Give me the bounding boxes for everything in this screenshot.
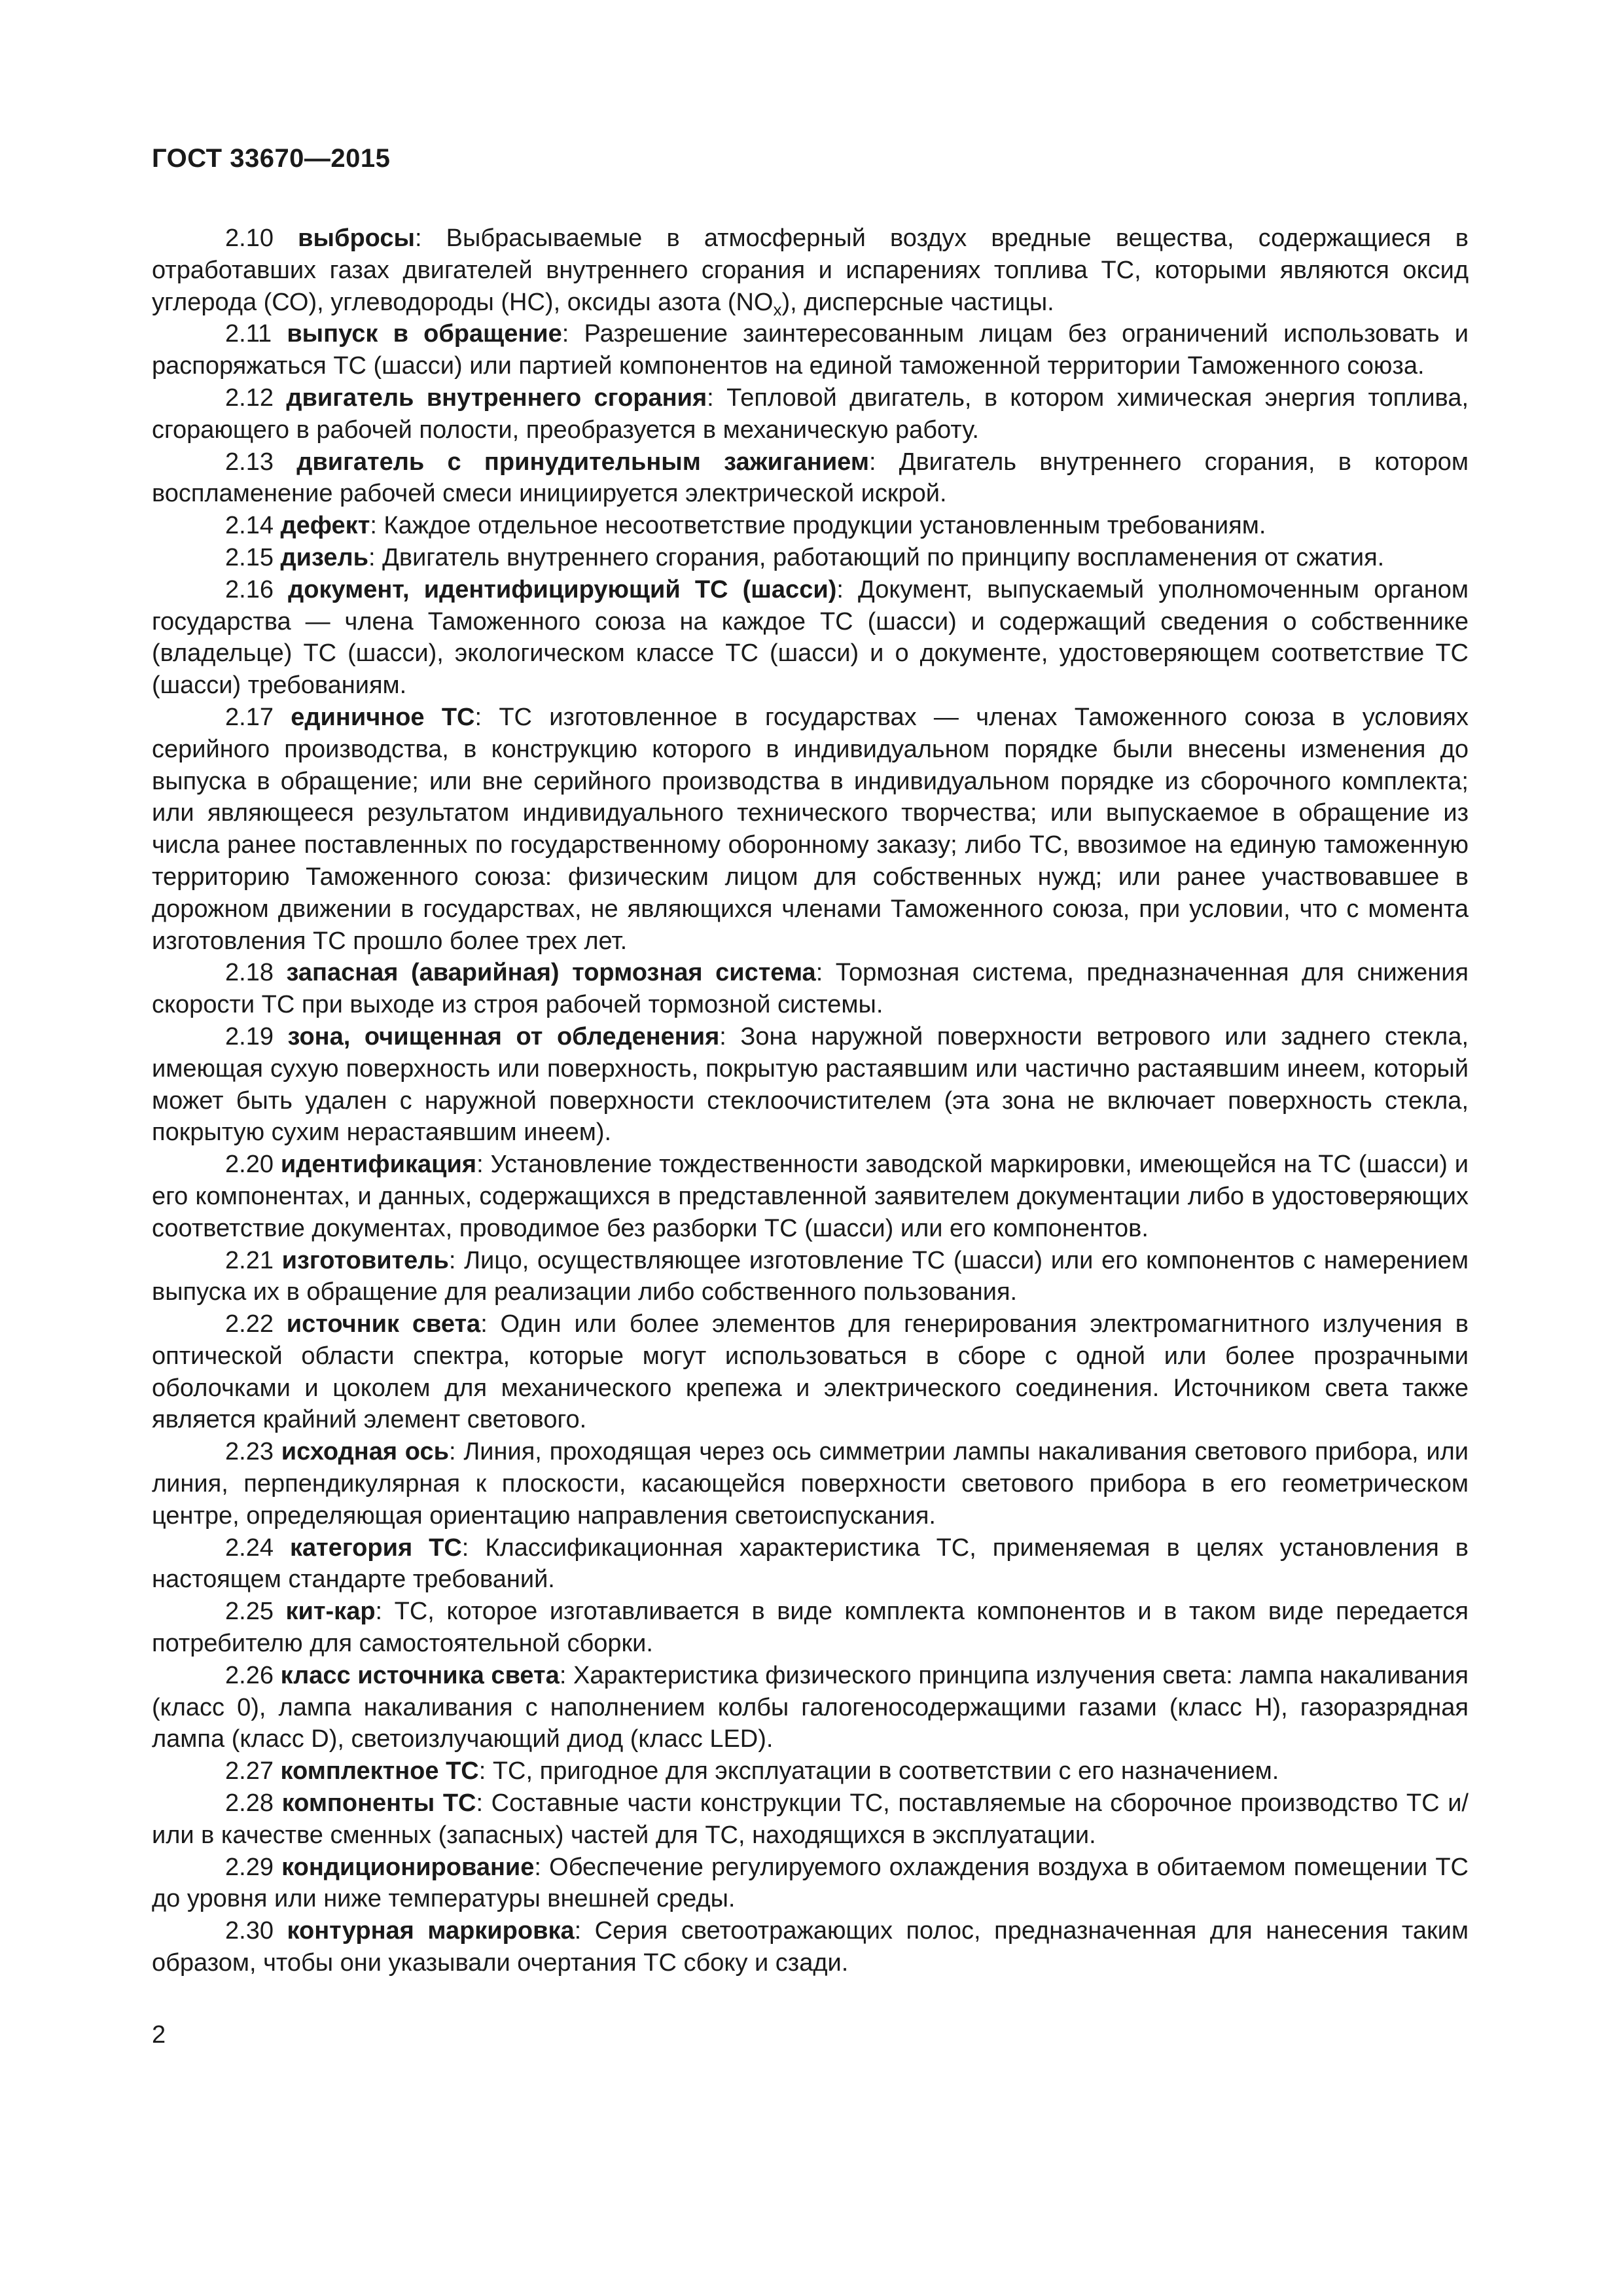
term-definition: : ТС, которое изготавливается в виде комплекта компонентов и в таком виде передается потребителю для самостоятельной сборки. — [152, 1598, 1469, 1658]
term-entry — [152, 702, 1469, 957]
term-entry — [152, 1308, 1469, 1436]
term-name: комплектное ТС — [280, 1757, 479, 1785]
term-number: 2.29 — [225, 1853, 274, 1881]
term-entry — [152, 1915, 1469, 1979]
term-number: 2.23 — [225, 1438, 274, 1466]
term-name: изготовитель — [281, 1246, 449, 1274]
term-number: 2.25 — [225, 1598, 274, 1626]
term-entry — [152, 1755, 1469, 1787]
term-entry — [152, 510, 1469, 542]
terms-list — [152, 223, 1469, 1979]
term-number: 2.22 — [225, 1310, 274, 1338]
term-entry — [152, 1149, 1469, 1244]
term-definition: : Зона наружной поверхности ветрового или заднего стекла, имеющая сухую поверхность или поверхность, покрытую растаявшим или частично растаявшим инеем, который может быть удален с наружной поверхности стеклоочистителем (эта зона не включает поверхность стекла, покрытую сухим нерастаявшим инеем). — [152, 1022, 1469, 1147]
term-definition-end: ), дисперсные частицы. — [781, 288, 1054, 316]
term-definition: : Каждое отдельное несоответствие продукции установленным требованиям. — [370, 512, 1266, 540]
term-name: контурная маркировка — [287, 1917, 575, 1945]
term-definition: : ТС, пригодное для эксплуатации в соответствии с его назначением. — [478, 1757, 1279, 1785]
term-number: 2.26 — [225, 1661, 274, 1689]
term-name: дефект — [280, 512, 370, 540]
term-number: 2.12 — [225, 384, 274, 412]
term-entry — [152, 957, 1469, 1021]
term-definition: : ТС изготовленное в государствах — членах Таможенного союза в условиях серийного производства, в конструкцию которого в индивидуальном порядке были внесены изменения до выпуска в обращение; или вне серийного производства в индивидуальном порядке из сборочного комплекта; или являющееся результатом индивидуального технического творчества; или выпускаемое в обращение из числа ранее поставленных по государственному оборонному заказу; либо ТС, ввозимое на единую таможенную территорию Таможенного союза: физическим лицом для собственных нужд; или ранее участвовавшее в дорожном движении в государствах, не являющихся членами Таможенного союза, при условии, что с момента изготовления ТС прошло более трех лет. — [152, 703, 1469, 955]
term-definition: : Один или более элементов для генерирования электромагнитного излучения в оптической области спектра, которые могут использоваться в сборе с одной или более прозрачными оболочками и цоколем для механического крепежа и электрического соединения. Источником света также является крайний элемент светового. — [152, 1310, 1469, 1434]
term-name: исходная ось — [281, 1438, 449, 1466]
term-entry — [152, 223, 1469, 318]
term-name: категория ТС — [289, 1534, 462, 1562]
term-definition: : Установление тождественности заводской маркировки, имеющейся на ТС (шасси) и его компонентах, и данных, содержащихся в представленной заявителем документации либо в удостоверяющих соответствие документах, проводимое без разборки ТС (шасси) или его компонентов. — [152, 1151, 1469, 1242]
term-number: 2.10 — [225, 224, 274, 252]
term-entry — [152, 1660, 1469, 1755]
term-name: выбросы — [298, 224, 415, 252]
document-header: ГОСТ 33670—2015 — [152, 144, 391, 173]
term-name: кондиционирование — [281, 1853, 535, 1881]
term-definition: : Разрешение заинтересованным лицам без ограничений использовать и распоряжаться ТС (шасси) или партией компонентов на единой таможенной территории Таможенного союза. — [152, 320, 1469, 380]
term-number: 2.15 — [225, 543, 274, 571]
term-name: дизель — [280, 543, 369, 571]
term-entry — [152, 1532, 1469, 1596]
term-name: выпуск в обращение — [287, 320, 562, 348]
term-name: компоненты ТС — [281, 1789, 476, 1818]
term-entry — [152, 574, 1469, 702]
term-name: идентификация — [280, 1151, 477, 1179]
term-definition: : Линия, проходящая через ось симметрии лампы накаливания светового прибора, или линия, перпендикулярная к плоскости, касающейся поверхности светового прибора в его геометрическом центре, определяющая ориентацию направления светоиспускания. — [152, 1438, 1469, 1530]
term-definition: : Выбрасываемые в атмосферный воздух вредные вещества, содержащиеся в отработавших газах двигателей внутреннего сгорания и испарениях топлива ТС, которыми являются оксид углерода (СО), углеводороды (НС), оксиды азота (NO — [152, 224, 1469, 316]
term-name: источник света — [286, 1310, 481, 1338]
term-number: 2.20 — [225, 1151, 274, 1179]
term-definition: : Двигатель внутреннего сгорания, работающий по принципу воспламенения от сжатия. — [368, 543, 1385, 571]
term-number: 2.27 — [225, 1757, 274, 1785]
term-definition: : Тепловой двигатель, в котором химическая энергия топлива, сгорающего в рабочей полости, преобразуется в механическую работу. — [152, 384, 1469, 444]
term-entry — [152, 382, 1469, 446]
term-definition: : Двигатель внутреннего сгорания, в котором воспламенение рабочей смеси инициируется электрической искрой. — [152, 448, 1469, 508]
term-entry — [152, 542, 1469, 574]
term-name: зона, очищенная от обледенения — [287, 1022, 720, 1050]
term-number: 2.21 — [225, 1246, 274, 1274]
term-entry — [152, 1852, 1469, 1916]
term-name: запасная (аварийная) тормозная система — [286, 959, 816, 987]
term-name: кит-кар — [285, 1598, 376, 1626]
term-entry — [152, 1436, 1469, 1532]
term-definition: : Характеристика физического принципа излучения света: лампа накаливания (класс 0), лампа накаливания с наполнением колбы галогеносодержащими газами (класс Н), газоразрядная лампа (класс D), светоизлучающий диод (класс LED). — [152, 1661, 1469, 1753]
term-number: 2.24 — [225, 1534, 274, 1562]
subscript-text: x — [773, 299, 782, 319]
term-number: 2.16 — [225, 575, 274, 603]
term-name: класс источника света — [280, 1661, 560, 1689]
term-entry — [152, 1021, 1469, 1149]
term-number: 2.17 — [225, 703, 274, 731]
term-name: двигатель с принудительным зажиганием — [296, 448, 869, 476]
term-name: двигатель внутреннего сгорания — [286, 384, 707, 412]
term-name: единичное ТС — [291, 703, 475, 731]
term-entry — [152, 1596, 1469, 1660]
term-entry — [152, 1787, 1469, 1852]
term-definition: : Обеспечение регулируемого охлаждения воздуха в обитаемом помещении ТС до уровня или ниже температуры внешней среды. — [152, 1853, 1469, 1913]
term-definition: : Серия светоотражающих полос, предназначенная для нанесения таким образом, чтобы они указывали очертания ТС сбоку и сзади. — [152, 1917, 1469, 1977]
term-definition: : Тормозная система, предназначенная для снижения скорости ТС при выходе из строя рабочей тормозной системы. — [152, 959, 1469, 1019]
term-entry — [152, 318, 1469, 382]
term-definition: : Составные части конструкции ТС, поставляемые на сборочное производство ТС и/или в качестве сменных (запасных) частей для ТС, находящихся в эксплуатации. — [152, 1789, 1469, 1849]
term-entry — [152, 1245, 1469, 1309]
term-number: 2.19 — [225, 1022, 274, 1050]
term-definition: : Документ, выпускаемый уполномоченным органом государства — члена Таможенного союза на каждое ТС (шасси) и содержащий сведения о собственнике (владельце) ТС (шасси), экологическом классе ТС (шасси) и о документе, удостоверяющем соответствие ТС (шасси) требованиям. — [152, 575, 1469, 700]
term-name: документ, идентифицирующий ТС (шасси) — [288, 575, 837, 603]
page-number: 2 — [152, 2021, 166, 2049]
term-entry — [152, 446, 1469, 511]
term-number: 2.18 — [225, 959, 274, 987]
term-number: 2.30 — [225, 1917, 274, 1945]
term-number: 2.13 — [225, 448, 274, 476]
term-number: 2.28 — [225, 1789, 274, 1818]
term-number: 2.11 — [225, 320, 272, 348]
term-definition: : Лицо, осуществляющее изготовление ТС (шасси) или его компонентов с намерением выпуска их в обращение для реализации либо собственного пользования. — [152, 1246, 1469, 1306]
term-definition: : Классификационная характеристика ТС, применяемая в целях установления в настоящем стандарте требований. — [152, 1534, 1469, 1594]
term-number: 2.14 — [225, 512, 274, 540]
